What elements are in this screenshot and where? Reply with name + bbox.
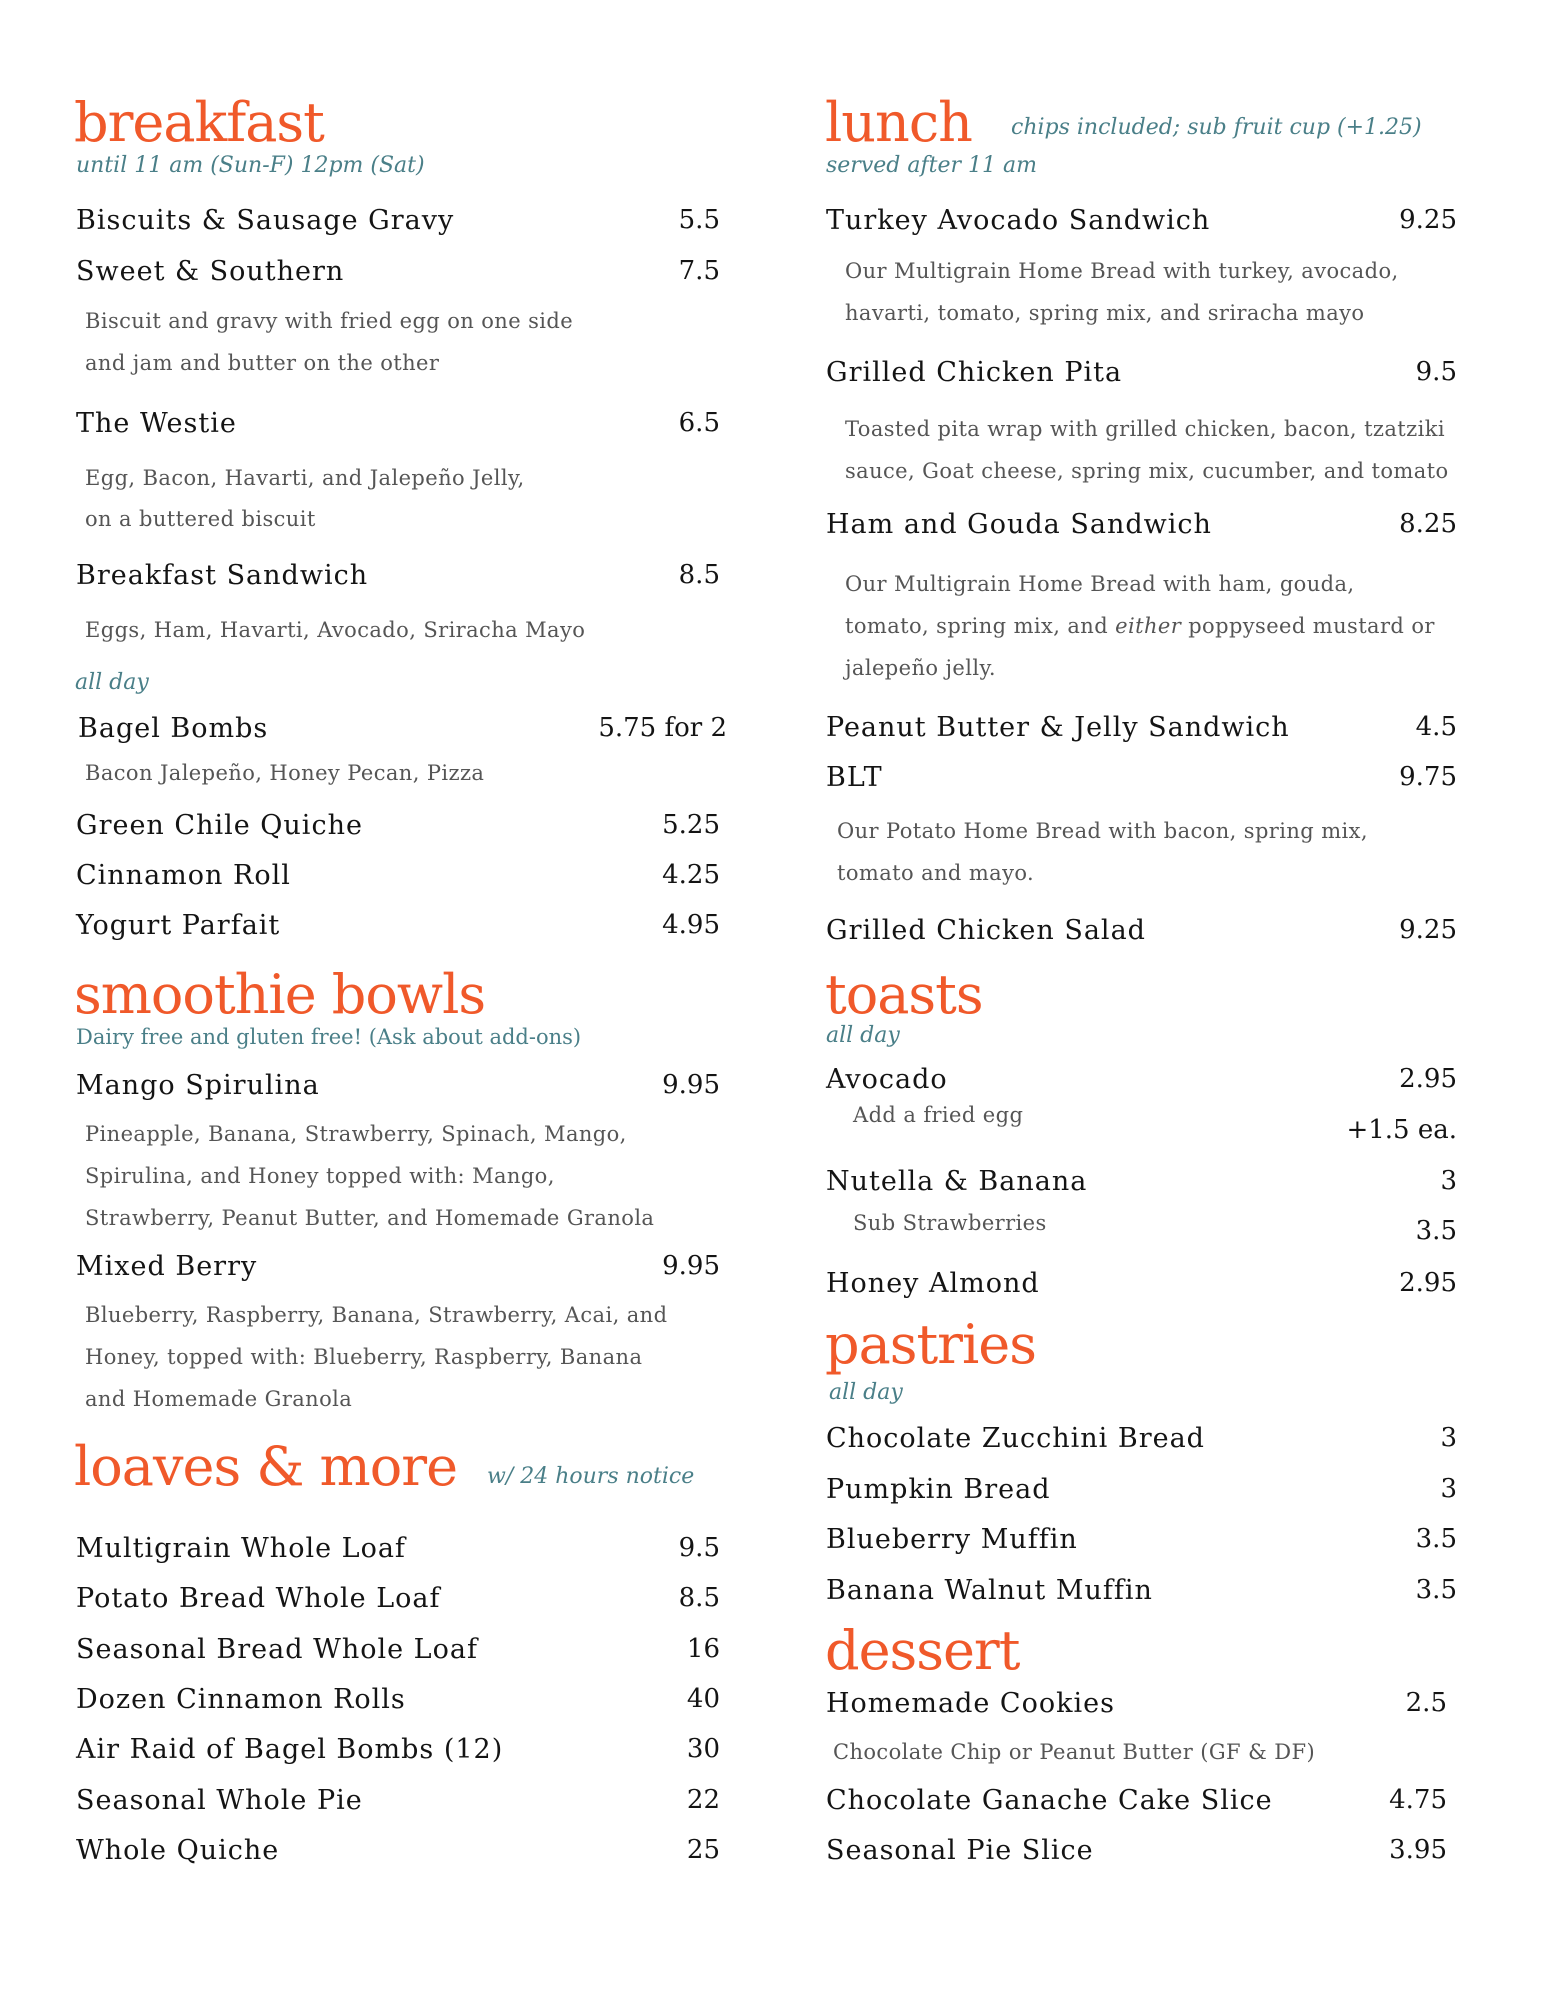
menu-item-name: Chocolate Ganache Cake Slice xyxy=(826,1785,1273,1816)
menu-item-name: Seasonal Whole Pie xyxy=(76,1785,363,1816)
menu-item-name: BLT xyxy=(826,762,883,793)
menu-item-name: Turkey Avocado Sandwich xyxy=(826,205,1211,236)
menu-item-name: Mixed Berry xyxy=(76,1251,258,1282)
toasts-all-day: all day xyxy=(826,1023,900,1048)
menu-item-name: Pumpkin Bread xyxy=(826,1474,1051,1505)
menu-item-description: Strawberry, Peanut Butter, and Homemade Granola xyxy=(85,1206,655,1230)
menu-item-name: Blueberry Muffin xyxy=(826,1524,1078,1555)
menu-item-name: Potato Bread Whole Loaf xyxy=(76,1583,441,1614)
menu-item-name: Cinnamon Roll xyxy=(76,860,291,891)
menu-item-price: 25 xyxy=(686,1835,720,1865)
menu-item-name: Dozen Cinnamon Rolls xyxy=(76,1684,406,1715)
menu-item-description xyxy=(845,605,1435,647)
menu-item-description: Pineapple, Banana, Strawberry, Spinach, Mango, xyxy=(85,1122,627,1146)
breakfast-hours: until 11 am (Sun-F) 12pm (Sat) xyxy=(76,153,425,178)
lunch-hours: served after 11 am xyxy=(826,153,1037,178)
smoothie-bowls-heading: smoothie bowls xyxy=(74,963,486,1026)
menu-item-price: 5.75 for 2 xyxy=(598,713,727,743)
menu-item-price: 22 xyxy=(686,1785,720,1815)
menu-item-price: 8.5 xyxy=(678,1583,720,1613)
menu-item-price: 2.95 xyxy=(1399,1064,1457,1094)
menu-item-addon: Sub Strawberries xyxy=(853,1211,1047,1235)
menu-item-price: 3.5 xyxy=(1415,1575,1457,1605)
menu-item-description: Biscuit and gravy with fried egg on one side xyxy=(85,309,574,333)
menu-item-name: Seasonal Pie Slice xyxy=(826,1835,1094,1866)
menu-item-name: Grilled Chicken Pita xyxy=(826,357,1123,388)
menu-item-name: Sweet & Southern xyxy=(76,256,345,287)
smoothie-bowls-note: Dairy free and gluten free! (Ask about add-ons) xyxy=(76,1025,582,1049)
menu-item-description: Honey, topped with: Blueberry, Raspberry, Banana xyxy=(85,1345,643,1369)
description-text: poppyseed mustard or xyxy=(1181,614,1435,638)
menu-item-name: Yogurt Parfait xyxy=(76,910,281,941)
menu-item-name: Honey Almond xyxy=(826,1268,1040,1299)
menu-item-addon: Add a fried egg xyxy=(853,1103,1024,1127)
menu-item-price: 3 xyxy=(1440,1474,1457,1504)
menu-item-name: Chocolate Zucchini Bread xyxy=(826,1423,1205,1454)
menu-item-description: Our Potato Home Bread with bacon, spring mix, xyxy=(837,819,1368,843)
loaves-heading: loaves & more xyxy=(74,1435,458,1498)
menu-item-name: Air Raid of Bagel Bombs (12) xyxy=(76,1734,504,1765)
menu-item-price: 9.75 xyxy=(1399,762,1457,792)
menu-item-name: Mango Spirulina xyxy=(76,1070,320,1101)
menu-item-price: 30 xyxy=(686,1734,720,1764)
menu-item-price: 3.5 xyxy=(1415,1216,1457,1246)
menu-item-description: Blueberry, Raspberry, Banana, Strawberry, Acai, and xyxy=(85,1303,668,1327)
menu-item-description: Our Multigrain Home Bread with ham, gouda, xyxy=(845,572,1355,596)
menu-item-price: 6.5 xyxy=(678,408,720,438)
menu-item-price: 9.95 xyxy=(662,1070,720,1100)
menu-item-price: 2.5 xyxy=(1405,1688,1447,1718)
menu-item-price: 3.95 xyxy=(1389,1835,1447,1865)
menu-item-price: 5.25 xyxy=(662,810,720,840)
menu-item-name: The Westie xyxy=(76,408,237,439)
menu-item-price: 4.95 xyxy=(662,910,720,940)
menu-item-description: Eggs, Ham, Havarti, Avocado, Sriracha Mayo xyxy=(85,618,586,642)
menu-item-name: Breakfast Sandwich xyxy=(76,560,369,591)
breakfast-heading: breakfast xyxy=(74,91,324,154)
menu-item-price: 4.75 xyxy=(1389,1785,1447,1815)
lunch-heading: lunch xyxy=(825,91,972,154)
pastries-heading: pastries xyxy=(825,1313,1036,1376)
menu-item-description: Bacon Jalepeño, Honey Pecan, Pizza xyxy=(85,761,485,785)
menu-item-description: and jam and butter on the other xyxy=(85,351,440,375)
menu-item-name: Green Chile Quiche xyxy=(76,810,363,841)
menu-item-description: Spirulina, and Honey topped with: Mango, xyxy=(85,1164,555,1188)
menu-item-description: havarti, tomato, spring mix, and sriracha mayo xyxy=(845,301,1365,325)
menu-item-price: 5.5 xyxy=(678,205,720,235)
description-text: tomato, spring mix, and xyxy=(845,614,1116,638)
menu-item-price: 3 xyxy=(1440,1423,1457,1453)
pastries-all-day: all day xyxy=(829,1380,903,1405)
menu-item-description: jalepeño jelly. xyxy=(845,656,997,680)
description-emphasis: either xyxy=(1115,614,1182,638)
menu-item-name: Whole Quiche xyxy=(76,1835,280,1866)
menu-item-price: 4.25 xyxy=(662,860,720,890)
menu-item-name: Nutella & Banana xyxy=(826,1166,1088,1197)
menu-item-name: Peanut Butter & Jelly Sandwich xyxy=(826,712,1290,743)
menu-item-name: Bagel Bombs xyxy=(78,713,269,744)
menu-item-name: Biscuits & Sausage Gravy xyxy=(76,205,455,236)
menu-item-name: Multigrain Whole Loaf xyxy=(76,1533,406,1564)
all-day-label: all day xyxy=(75,670,149,695)
menu-item-description: Toasted pita wrap with grilled chicken, bacon, tzatziki xyxy=(845,417,1445,441)
menu-item-price: 8.5 xyxy=(678,560,720,590)
menu-item-price: 7.5 xyxy=(678,256,720,286)
menu-item-price: 9.5 xyxy=(678,1533,720,1563)
menu-item-price: 9.25 xyxy=(1399,205,1457,235)
menu-item-description: on a buttered biscuit xyxy=(85,507,316,531)
menu-item-price: 8.25 xyxy=(1399,509,1457,539)
menu-item-name: Grilled Chicken Salad xyxy=(826,915,1146,946)
menu-item-description: sauce, Goat cheese, spring mix, cucumber, and tomato xyxy=(845,459,1449,483)
menu-item-price: 40 xyxy=(686,1684,720,1714)
menu-item-price: 16 xyxy=(686,1634,720,1664)
menu-item-description: tomato and mayo. xyxy=(837,861,1035,885)
menu-item-price: 3.5 xyxy=(1415,1524,1457,1554)
menu-item-name: Avocado xyxy=(826,1064,948,1095)
menu-item-price: 4.5 xyxy=(1415,712,1457,742)
menu-item-price: 9.95 xyxy=(662,1251,720,1281)
dessert-heading: dessert xyxy=(825,1619,1020,1682)
lunch-chips-note: chips included; sub fruit cup (+1.25) xyxy=(1011,115,1422,140)
menu-item-description: and Homemade Granola xyxy=(85,1387,353,1411)
menu-item-name: Seasonal Bread Whole Loaf xyxy=(76,1634,478,1665)
menu-item-description: Chocolate Chip or Peanut Butter (GF & DF) xyxy=(833,1740,1316,1764)
menu-item-price: 3 xyxy=(1440,1166,1457,1196)
loaves-notice: w/ 24 hours notice xyxy=(487,1464,695,1489)
menu-item-description: Egg, Bacon, Havarti, and Jalepeño Jelly, xyxy=(85,466,525,490)
menu-item-name: Banana Walnut Muffin xyxy=(826,1575,1153,1606)
menu-item-price: 9.5 xyxy=(1415,357,1457,387)
menu-item-name: Ham and Gouda Sandwich xyxy=(826,509,1212,540)
menu-item-description: Our Multigrain Home Bread with turkey, avocado, xyxy=(845,259,1399,283)
toasts-heading: toasts xyxy=(825,963,983,1026)
menu-item-price: 9.25 xyxy=(1399,915,1457,945)
menu-item-price: +1.5 ea. xyxy=(1346,1115,1457,1145)
menu-item-name: Homemade Cookies xyxy=(826,1688,1115,1719)
menu-item-price: 2.95 xyxy=(1399,1268,1457,1298)
